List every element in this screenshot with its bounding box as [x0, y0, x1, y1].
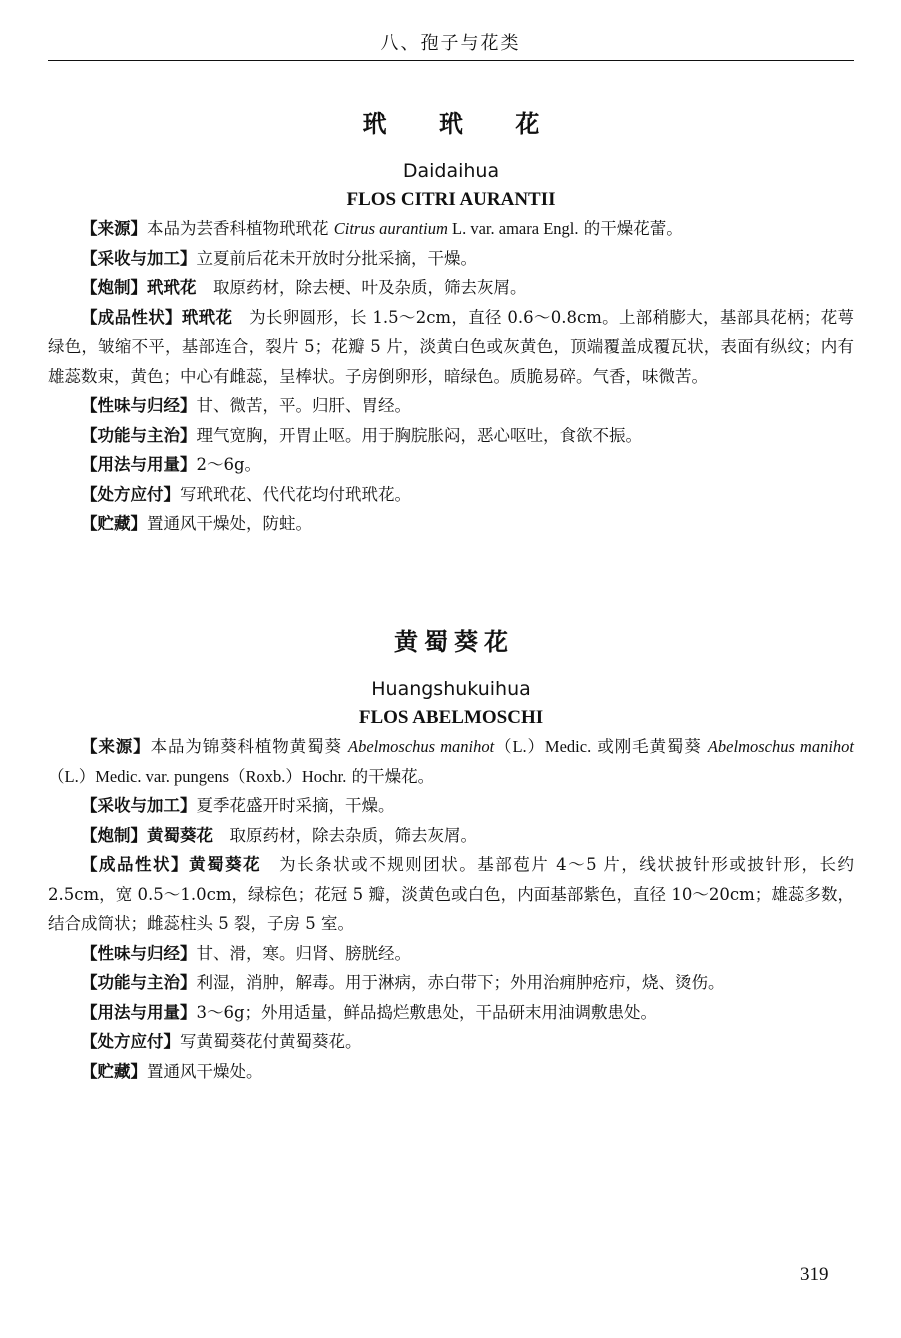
harvest-label: 【采收与加工】	[81, 796, 197, 815]
nature-paragraph	[48, 391, 854, 421]
characteristics-herb: 黄蜀葵花	[189, 855, 262, 874]
source-text-end: 的干燥花蕾。	[578, 219, 683, 238]
prescription-paragraph	[48, 1027, 854, 1057]
function-label: 【功能与主治】	[81, 425, 197, 445]
dosage-text: 2～6g。	[196, 455, 262, 474]
nature-text: 甘、滑，寒。归肾、膀胱经。	[196, 943, 411, 963]
dosage-text: 3～6g；外用适量，鲜品捣烂敷患处，干品研末用油调敷患处。	[196, 1002, 658, 1022]
nature-label: 【性味与归经】	[81, 396, 197, 415]
prescription-label: 【处方应付】	[81, 484, 180, 504]
entry-latin-name: FLOS CITRI AURANTII	[346, 189, 556, 210]
dosage-paragraph	[48, 450, 854, 480]
harvest-text: 夏季花盛开时采摘，干燥。	[196, 796, 395, 815]
running-head: 八、孢子与花类	[380, 33, 521, 54]
entry-pinyin: Daidaihua	[402, 160, 500, 182]
function-label: 【功能与主治】	[81, 973, 197, 992]
source-authority: L. var. amara Engl.	[447, 219, 579, 238]
scientific-name: Abelmoschus manihot	[348, 737, 495, 756]
function-text: 理气宽胸，开胃止呕。用于胸脘胀闷，恶心呕吐，食欲不振。	[196, 425, 642, 445]
prescription-text: 写黄蜀葵花付黄蜀葵花。	[180, 1032, 362, 1051]
processing-herb: 玳玳花	[147, 278, 197, 297]
characteristics-paragraph	[48, 850, 854, 939]
characteristics-paragraph	[48, 303, 854, 392]
processing-text: 取原药材，除去杂质，筛去灰屑。	[213, 825, 477, 845]
nature-label: 【性味与归经】	[81, 943, 197, 963]
storage-label: 【贮藏】	[81, 514, 147, 533]
processing-herb: 黄蜀葵花	[147, 825, 213, 845]
characteristics-label: 【成品性状】	[81, 307, 182, 327]
source-text-middle: 或刚毛黄蜀葵	[591, 737, 708, 756]
source-label: 【来源】	[81, 737, 151, 756]
harvest-paragraph	[48, 244, 854, 274]
source-paragraph	[48, 214, 854, 244]
entry-daidaihua	[48, 104, 854, 539]
scientific-name-2: Abelmoschus manihot	[707, 737, 855, 756]
storage-paragraph	[48, 509, 854, 539]
dosage-label: 【用法与用量】	[81, 455, 197, 474]
nature-text: 甘、微苦，平。归肝、胃经。	[196, 396, 411, 415]
prescription-label: 【处方应付】	[81, 1032, 180, 1051]
harvest-paragraph	[48, 791, 854, 821]
entry-huangshukuihua	[48, 622, 854, 1086]
characteristics-herb: 玳玳花	[181, 307, 233, 327]
storage-text: 置通风干燥处，防蛀。	[147, 514, 312, 533]
harvest-label: 【采收与加工】	[81, 248, 197, 268]
function-text: 利湿，消肿，解毒。用于淋病，赤白带下；外用治痈肿疮疖，烧、烫伤。	[196, 973, 725, 992]
entry-latin-name: FLOS ABELMOSCHI	[358, 707, 544, 728]
dosage-label: 【用法与用量】	[81, 1002, 197, 1022]
source-text: 本品为芸香科植物玳玳花	[147, 219, 334, 238]
source-text-end: 的干燥花。	[346, 766, 435, 786]
characteristics-label: 【成品性状】	[81, 855, 190, 874]
header-rule	[48, 60, 854, 61]
storage-paragraph	[48, 1057, 854, 1087]
source-authority-2: （L.）Medic. var. pungens（Roxb.）Hochr.	[48, 766, 347, 786]
prescription-paragraph	[48, 480, 854, 510]
function-paragraph	[48, 968, 854, 998]
source-label: 【来源】	[81, 219, 147, 238]
nature-paragraph	[48, 939, 854, 969]
scientific-name: Citrus aurantium	[333, 219, 448, 238]
characteristics-text: 为长条状或不规则团状。基部苞片 4～5 片，线状披针形或披针形，长约 2.5cm，宽 0.5～1.0cm，绿棕色；花冠 5 瓣，淡黄色或白色，内面基部紫色，直径 10～20cm；雄蕊多数，结合成筒状；雌蕊柱头 5 裂，子房 5 室。	[48, 855, 854, 933]
processing-paragraph	[48, 273, 854, 303]
entry-title: 玳 玳 花	[362, 110, 562, 138]
processing-label: 【炮制】	[81, 825, 147, 845]
source-text: 本品为锦葵科植物黄蜀葵	[150, 737, 348, 756]
entry-pinyin: Huangshukuihua	[371, 678, 531, 700]
prescription-text: 写玳玳花、代代花均付玳玳花。	[180, 484, 411, 504]
processing-paragraph	[48, 821, 854, 851]
source-authority: （L.）Medic.	[494, 737, 592, 756]
harvest-text: 立夏前后花未开放时分批采摘，干燥。	[196, 248, 477, 268]
function-paragraph	[48, 421, 854, 451]
processing-label: 【炮制】	[81, 278, 147, 297]
storage-label: 【贮藏】	[81, 1061, 147, 1081]
entry-title: 黄蜀葵花	[394, 628, 514, 656]
dosage-paragraph	[48, 998, 854, 1028]
page-number: 319	[800, 1264, 829, 1285]
source-paragraph	[48, 732, 854, 791]
characteristics-text: 为长卵圆形，长 1.5～2cm，直径 0.6～0.8cm。上部稍膨大，基部具花柄；花萼绿色，皱缩不平，基部连合，裂片 5；花瓣 5 片，淡黄白色或灰黄色，顶端覆盖成覆瓦状，表面有纵纹；内有雄蕊数束，黄色；中心有雌蕊，呈棒状。子房倒卵形，暗绿色。质脆易碎。气香，味微苦。	[48, 307, 855, 386]
processing-text: 取原药材，除去梗、叶及杂质，筛去灰屑。	[196, 278, 527, 297]
storage-text: 置通风干燥处。	[147, 1061, 263, 1081]
